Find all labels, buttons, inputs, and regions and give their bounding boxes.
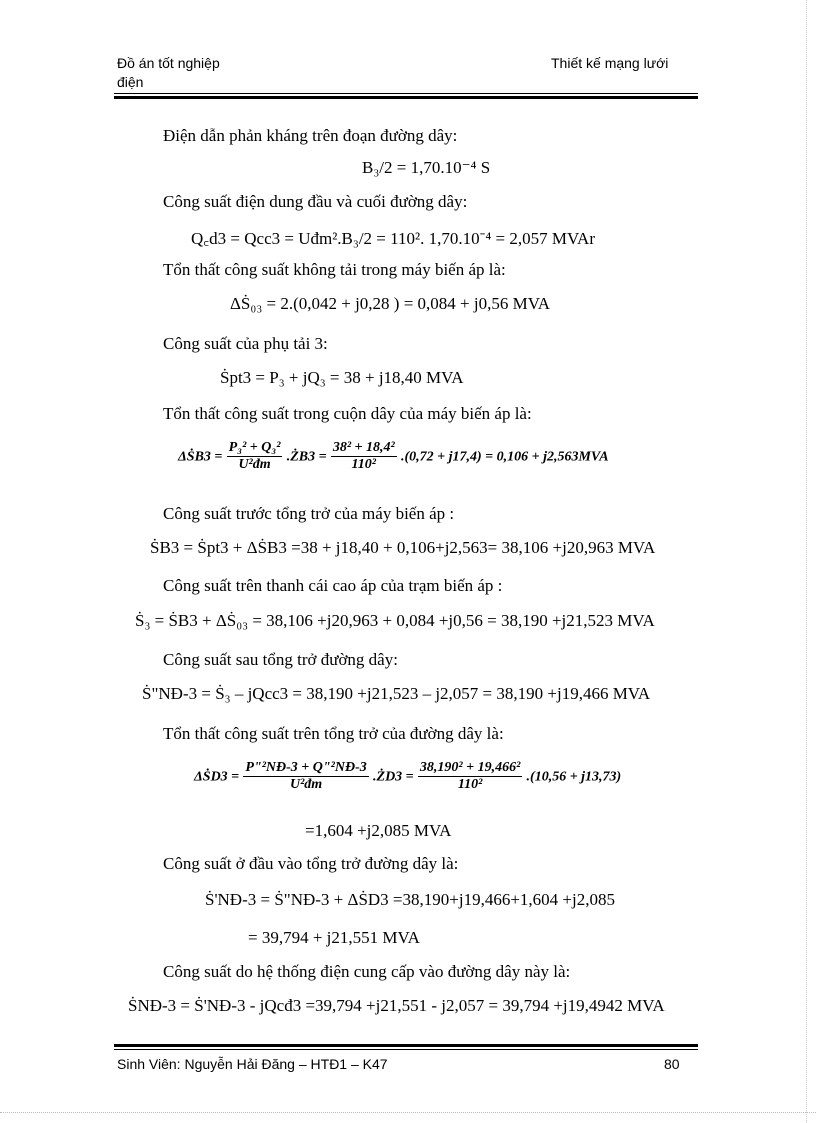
eq18-lhs: ΔṠD3 = bbox=[194, 769, 240, 785]
text-line-20: Công suất ở đầu vào tổng trở đường dây là: bbox=[163, 854, 459, 873]
equation-ds03: ΔṠ₀₃ = 2.(0,042 + j0,28 ) = 0,084 + j0,56 MVA bbox=[230, 294, 551, 313]
eq10-num1: P₃² + Q₃² bbox=[228, 440, 281, 455]
eq18-mid: .ŻD3 = bbox=[373, 769, 414, 785]
page-number: 80 bbox=[664, 1056, 680, 1072]
equation-b3: B₃/2 = 1,70.10⁻⁴ S bbox=[362, 158, 491, 177]
header-rule-thick bbox=[114, 96, 698, 99]
eq10-num2: 38² + 18,4² bbox=[332, 440, 395, 455]
text-line-15: Công suất sau tổng trở đường dây: bbox=[163, 650, 398, 669]
footer-rule-thick bbox=[114, 1044, 698, 1047]
eq18-frac1 bbox=[243, 760, 368, 793]
equation-dsd3 bbox=[194, 760, 621, 793]
header-left-1: Đồ án tốt nghiệp bbox=[117, 55, 220, 71]
eq18-num1: P"²NĐ-3 + Q"²NĐ-3 bbox=[245, 760, 367, 775]
text-line-5: Tổn thất công suất không tải trong máy biến áp là: bbox=[163, 260, 506, 279]
equation-dsd3-result: =1,604 +j2,085 MVA bbox=[305, 821, 452, 840]
text-line-13: Công suất trên thanh cái cao áp của trạm biến áp : bbox=[163, 576, 503, 595]
footer-rule-thin bbox=[114, 1049, 698, 1050]
equation-snd3-after: Ṡ"NĐ-3 = Ṡ₃ – jQcc3 = 38,190 +j21,523 – j2,057 = 38,190 +j19,466 MVA bbox=[142, 684, 651, 703]
equation-spt3: Ṡpt3 = P₃ + jQ₃ = 38 + j18,40 MVA bbox=[220, 368, 464, 387]
text-line-17: Tổn thất công suất trên tổng trở của đường dây là: bbox=[163, 724, 504, 743]
eq18-num2: 38,190² + 19,466² bbox=[419, 760, 521, 775]
equation-s3: Ṡ₃ = ṠB3 + ΔṠ₀₃ = 38,106 +j20,963 + 0,084 +j0,56 = 38,190 +j21,523 MVA bbox=[135, 611, 655, 630]
eq10-frac1 bbox=[227, 440, 283, 473]
equation-qcd3: Q꜀d3 = Qcc3 = Uđm².B₃/2 = 110². 1,70.10⁻⁴ = 2,057 MVAr bbox=[191, 229, 595, 248]
page-edge-bottom bbox=[0, 1112, 816, 1113]
text-line-23: Công suất do hệ thống điện cung cấp vào đường dây này là: bbox=[163, 962, 571, 981]
equation-snd3-input: Ṡ'NĐ-3 = Ṡ"NĐ-3 + ΔṠD3 =38,190+j19,466+1,604 +j2,085 bbox=[205, 890, 615, 909]
text-line-7: Công suất của phụ tải 3: bbox=[163, 334, 328, 353]
text-line-1: Điện dẫn phản kháng trên đoạn đường dây: bbox=[163, 126, 458, 145]
eq18-rhs: .(10,56 + j13,73) bbox=[526, 769, 622, 785]
eq18-frac2 bbox=[418, 760, 522, 793]
equation-sb3: ṠB3 = Ṡpt3 + ΔṠB3 =38 + j18,40 + 0,106+j2,563= 38,106 +j20,963 MVA bbox=[150, 538, 656, 557]
header-rule-thin bbox=[114, 93, 698, 94]
equation-snd3-supply: ṠNĐ-3 = Ṡ'NĐ-3 - jQcđ3 =39,794 +j21,551 - j2,057 = 39,794 +j19,4942 MVA bbox=[128, 996, 665, 1015]
eq10-rhs: .(0,72 + j17,4) = 0,106 + j2,563MVA bbox=[400, 449, 609, 465]
eq10-mid: .ŻB3 = bbox=[286, 449, 327, 465]
text-line-9: Tổn thất công suất trong cuộn dây của máy biến áp là: bbox=[163, 404, 532, 423]
footer-author: Sinh Viên: Nguyễn Hải Đăng – HTĐ1 – K47 bbox=[117, 1056, 388, 1072]
eq10-den2: 110² bbox=[351, 457, 376, 472]
page-edge-right bbox=[806, 0, 807, 1123]
equation-dsb3 bbox=[178, 440, 609, 473]
eq18-den2: 110² bbox=[457, 777, 483, 792]
header-right: Thiết kế mạng lưới bbox=[551, 55, 669, 71]
eq10-frac2 bbox=[331, 440, 397, 473]
header-left-2: điện bbox=[117, 74, 144, 90]
text-line-3: Công suất điện dung đầu và cuối đường dây: bbox=[163, 192, 468, 211]
equation-snd3-input-result: = 39,794 + j21,551 MVA bbox=[248, 928, 420, 947]
eq10-den1: U²đm bbox=[238, 457, 271, 472]
text-line-11: Công suất trước tổng trở của máy biến áp : bbox=[163, 504, 455, 523]
eq18-den1: U²đm bbox=[289, 777, 323, 792]
eq10-lhs: ΔṠB3 = bbox=[178, 449, 223, 465]
